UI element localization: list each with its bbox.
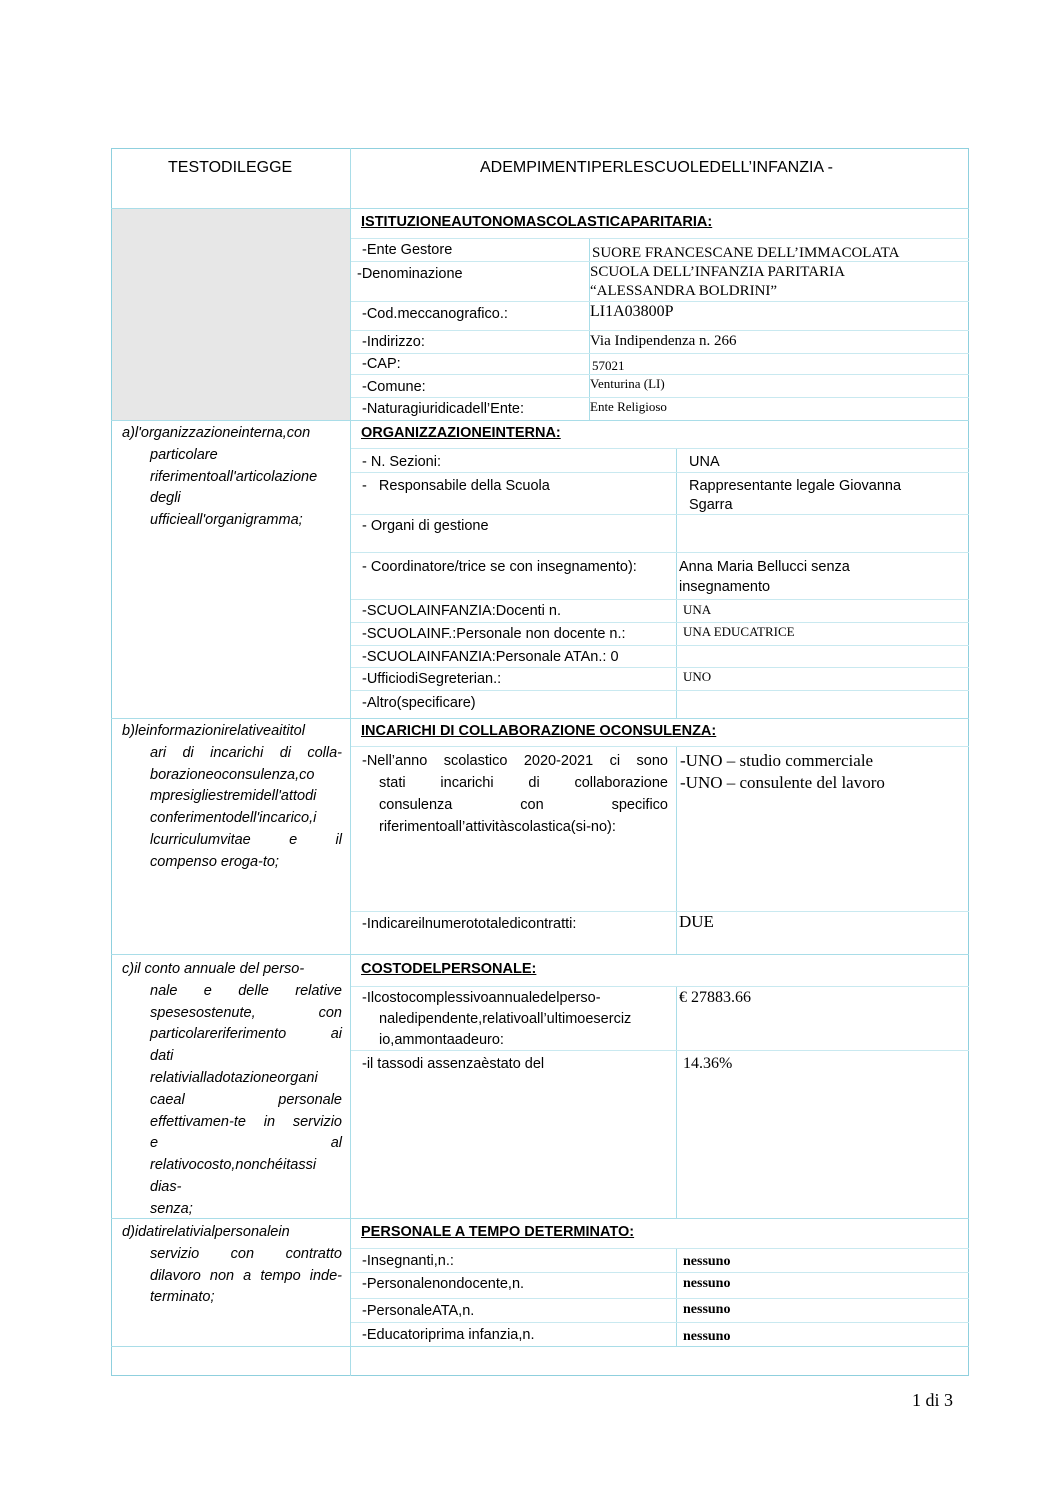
- section-title-istituzione: ISTITUZIONEAUTONOMASCOLASTICAPARITARIA:: [361, 214, 713, 230]
- assenza-value: 14.36%: [683, 1055, 733, 1072]
- field-label: -Naturagiuridicadell’Ente:: [362, 401, 524, 417]
- field-value: 57021: [592, 358, 625, 373]
- law-line: nale e delle relative: [150, 982, 342, 999]
- question-line: consulenza con specifico: [379, 797, 668, 813]
- column-divider: [676, 746, 677, 954]
- question-line: stati incarichi di collaborazione: [379, 775, 668, 791]
- shaded-cell: [112, 208, 350, 420]
- field-label: - Organi di gestione: [362, 518, 489, 534]
- row-divider: [351, 1298, 969, 1299]
- row-divider: [111, 420, 969, 421]
- field-label: -SCUOLAINF.:Personale non docente n.:: [362, 626, 626, 642]
- law-line: dias-: [150, 1178, 182, 1195]
- law-line: mpresigliestremidell'attodi: [150, 788, 317, 805]
- field-value: SCUOLA DELL’INFANZIA PARITARIA: [590, 264, 845, 280]
- law-line: c)il conto annuale del perso-: [122, 961, 305, 977]
- law-text-c: [122, 959, 342, 1221]
- law-line: relativialladotazioneorgani: [150, 1069, 318, 1086]
- row-divider: [111, 208, 969, 209]
- row-divider: [351, 746, 969, 747]
- law-line: borazioneoconsulenza,co: [150, 766, 315, 783]
- field-label: -Educatoriprima infanzia,n.: [362, 1327, 535, 1343]
- law-line: d)idatirelativialpersonalein: [122, 1224, 290, 1240]
- field-label: -Altro(specificare): [362, 695, 476, 711]
- law-line: caeal personale: [150, 1091, 342, 1108]
- question-line: -Nell’anno scolastico 2020-2021 ci sono: [362, 753, 668, 769]
- field-value: Ente Religioso: [590, 399, 667, 414]
- incarichi-question: [362, 750, 668, 838]
- field-label: -Comune:: [362, 379, 426, 395]
- law-line: degli: [150, 490, 181, 507]
- law-line: lcurriculumvitae e il: [150, 831, 342, 848]
- law-line: effettivamen-te in servizio: [150, 1113, 342, 1130]
- section-title-incarichi: INCARICHI DI COLLABORAZIONE OCONSULENZA:: [361, 723, 717, 739]
- costo-value: € 27883.66: [679, 989, 751, 1006]
- field-value: UNA EDUCATRICE: [683, 624, 795, 639]
- question-line: riferimentoall’attivitàscolastica(si-no):: [379, 819, 616, 835]
- column-divider: [350, 148, 351, 1376]
- section-title-organizzazione: ORGANIZZAZIONEINTERNA:: [361, 425, 561, 441]
- law-line: particolare: [150, 446, 218, 463]
- law-line: dilavoro non a tempo inde-: [150, 1267, 342, 1284]
- field-label: - N. Sezioni:: [362, 454, 441, 470]
- field-label: -CAP:: [362, 356, 401, 372]
- field-value: nessuno: [683, 1329, 731, 1344]
- law-line: compenso eroga-to;: [150, 853, 279, 870]
- incarichi-answer: -UNO – studio commerciale: [680, 751, 874, 770]
- row-divider: [351, 667, 969, 668]
- row-divider: [351, 622, 969, 623]
- field-label: -il tassodi assenzaèstato del: [362, 1056, 545, 1072]
- field-label: -Personalenondocente,n.: [362, 1276, 525, 1292]
- field-label: -Ente Gestore: [362, 242, 453, 258]
- row-divider: [351, 1322, 969, 1323]
- field-value: UNA: [689, 454, 720, 470]
- field-value: DUE: [679, 912, 714, 931]
- field-value: Venturina (LI): [590, 376, 665, 391]
- law-line: ufficieall'organigramma;: [150, 512, 303, 529]
- row-divider: [351, 238, 969, 239]
- section-title-determinato: PERSONALE A TEMPO DETERMINATO:: [361, 1224, 635, 1240]
- law-line: senza;: [150, 1200, 193, 1217]
- row-divider: [351, 514, 969, 515]
- incarichi-answer: -UNO – consulente del lavoro: [680, 773, 885, 792]
- field-label: -Cod.meccanografico.:: [362, 306, 508, 322]
- column-divider: [676, 986, 677, 1218]
- field-label: -Indicareilnumerototaledicontratti:: [362, 916, 577, 932]
- field-value: Sgarra: [689, 497, 733, 513]
- field-label: - Responsabile della Scuola: [362, 478, 550, 494]
- law-line: a)l'organizzazioneinterna,con: [122, 425, 311, 441]
- question-line: -Ilcostocomplessivoannualedelperso-: [362, 990, 601, 1006]
- field-value: Rappresentante legale Giovanna: [689, 478, 902, 494]
- row-divider: [351, 690, 969, 691]
- field-value: insegnamento: [679, 579, 771, 595]
- field-value: nessuno: [683, 1302, 731, 1317]
- row-divider: [351, 911, 969, 912]
- field-value: “ALESSANDRA BOLDRINI”: [590, 283, 778, 299]
- field-value: SUORE FRANCESCANE DELL’IMMACOLATA: [592, 245, 900, 261]
- question-line: io,ammontaadeuro:: [379, 1032, 504, 1048]
- row-divider: [351, 1248, 969, 1249]
- law-line: conferimentodell'incarico,i: [150, 810, 317, 827]
- field-value: UNA: [683, 602, 712, 617]
- field-label: -UfficiodiSegreterian.:: [362, 671, 502, 687]
- row-divider: [351, 599, 969, 600]
- law-line: riferimentoall'articolazione: [150, 468, 318, 485]
- field-label: -PersonaleATA,n.: [362, 1303, 475, 1319]
- row-divider: [351, 448, 969, 449]
- row-divider: [351, 645, 969, 646]
- field-label: -Insegnanti,n.:: [362, 1253, 454, 1269]
- law-line: b)leinformazionirelativeaititol: [122, 723, 305, 739]
- row-divider: [111, 954, 969, 955]
- costo-question: [362, 988, 672, 1051]
- header-right: ADEMPIMENTIPERLESCUOLEDELL’INFANZIA -: [480, 159, 833, 176]
- law-line: terminato;: [150, 1289, 215, 1306]
- header-left: TESTODILEGGE: [168, 159, 293, 176]
- field-label: -SCUOLAINFANZIA:Personale ATAn.: 0: [362, 649, 619, 665]
- law-line: servizio con contratto: [150, 1245, 342, 1262]
- row-divider: [351, 986, 969, 987]
- section-title-costo: COSTODELPERSONALE:: [361, 961, 537, 977]
- row-divider: [351, 472, 969, 473]
- row-divider: [351, 552, 969, 553]
- field-value: nessuno: [683, 1254, 731, 1269]
- law-line: particolareriferimento ai: [150, 1026, 342, 1043]
- law-text-d: [122, 1222, 342, 1309]
- question-line: naledipendente,relativoall’ultimoeserciz: [379, 1011, 632, 1027]
- row-divider: [111, 1346, 969, 1347]
- field-value: LI1A03800P: [590, 303, 674, 320]
- law-line: dati: [150, 1048, 174, 1065]
- law-text-a: [122, 423, 342, 532]
- field-value: Anna Maria Bellucci senza: [679, 559, 850, 575]
- law-line: ari di incarichi di colla-: [150, 744, 342, 761]
- field-label: -SCUOLAINFANZIA:Docenti n.: [362, 603, 562, 619]
- field-label: -Indirizzo:: [362, 334, 425, 350]
- column-divider: [676, 1248, 677, 1346]
- law-line: spesesostenute, con: [150, 1004, 342, 1021]
- field-value: Via Indipendenza n. 266: [590, 333, 737, 349]
- law-text-b: [122, 721, 342, 874]
- field-label: - Coordinatore/trice se con insegnamento):: [362, 559, 637, 575]
- page-number: 1 di 3: [912, 1390, 954, 1410]
- row-divider: [351, 1272, 969, 1273]
- field-value: nessuno: [683, 1276, 731, 1291]
- column-divider: [676, 448, 677, 718]
- law-line: relativocosto,nonchéitassi: [150, 1157, 317, 1174]
- field-label: -Denominazione: [357, 266, 463, 282]
- row-divider: [111, 718, 969, 719]
- law-line: e al: [150, 1135, 342, 1152]
- row-divider: [351, 353, 969, 354]
- field-value: UNO: [683, 669, 712, 684]
